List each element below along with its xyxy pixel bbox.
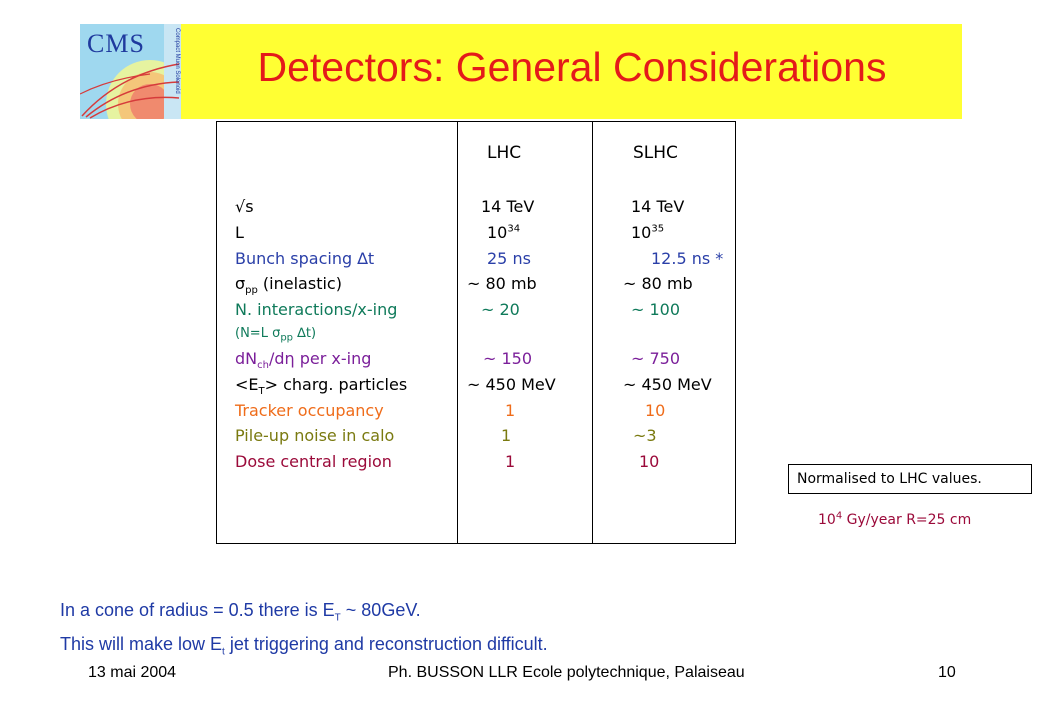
slhc-cell-value: ~ 80 mb bbox=[623, 274, 693, 293]
dose-note-rest: Gy/year R=25 cm bbox=[842, 512, 972, 528]
lhc-cell bbox=[505, 401, 515, 420]
label-tail: > charg. particles bbox=[264, 375, 408, 394]
lhc-cell-value: 10 bbox=[487, 223, 508, 242]
row-label bbox=[235, 274, 342, 297]
row-label bbox=[235, 452, 392, 471]
slhc-cell bbox=[631, 349, 680, 368]
body-line-2 bbox=[60, 634, 548, 658]
slhc-cell-value: ~3 bbox=[633, 426, 657, 445]
body-line-1-b: ~ 80GeV. bbox=[340, 600, 421, 620]
label-text: Pile-up noise in calo bbox=[235, 426, 395, 445]
dose-note-base: 10 bbox=[818, 512, 836, 528]
body-line-1-a: In a cone of radius = 0.5 there is E bbox=[60, 600, 335, 620]
label-text: L bbox=[235, 223, 244, 242]
label-subscript: pp bbox=[280, 332, 294, 344]
lhc-cell-value: 1 bbox=[501, 426, 512, 445]
lhc-cell-value: 1 bbox=[505, 401, 516, 420]
slhc-cell bbox=[639, 452, 659, 471]
lhc-cell bbox=[487, 249, 531, 268]
slhc-cell bbox=[645, 401, 665, 420]
row-label bbox=[235, 197, 254, 216]
comparison-table bbox=[216, 121, 736, 544]
slhc-cell bbox=[631, 223, 664, 242]
slhc-cell-value: ~ 750 bbox=[631, 349, 681, 368]
row-label bbox=[235, 249, 374, 268]
lhc-cell-value: ~ 450 MeV bbox=[467, 375, 556, 394]
lhc-cell-value: 25 ns bbox=[487, 249, 531, 268]
lhc-cell-value: 14 TeV bbox=[481, 197, 535, 216]
row-label bbox=[235, 300, 397, 319]
lhc-cell bbox=[501, 426, 511, 445]
sigma-symbol: σ bbox=[272, 326, 281, 341]
label-text: (N=L bbox=[235, 326, 273, 341]
slhc-cell bbox=[631, 197, 684, 216]
dose-note bbox=[818, 512, 971, 528]
column-divider-2 bbox=[592, 122, 593, 543]
slhc-cell-value: ~ 450 MeV bbox=[623, 375, 712, 394]
body-line-2-a: This will make low E bbox=[60, 634, 223, 654]
lhc-cell bbox=[487, 223, 520, 242]
header-slhc: SLHC bbox=[633, 143, 678, 163]
label-text: (inelastic) bbox=[257, 274, 342, 293]
row-label bbox=[235, 324, 316, 343]
label-text: Bunch spacing bbox=[235, 249, 358, 268]
row-label bbox=[235, 401, 384, 420]
slhc-cell-exponent: 35 bbox=[651, 223, 665, 235]
footer-author: Ph. BUSSON LLR Ecole polytechnique, Palaiseau bbox=[388, 664, 745, 681]
page-title: Detectors: General Considerations bbox=[257, 44, 887, 90]
header-lhc: LHC bbox=[487, 143, 522, 163]
footer-date: 13 mai 2004 bbox=[88, 664, 177, 681]
body-line-2-b: jet triggering and reconstruction difficult. bbox=[224, 634, 548, 654]
slhc-cell-value: ~ 100 bbox=[631, 300, 681, 319]
lhc-cell-value: 1 bbox=[505, 452, 516, 471]
lhc-cell-value: ~ 20 bbox=[481, 300, 520, 319]
row-label bbox=[235, 426, 394, 445]
label-text: Tracker occupancy bbox=[235, 401, 384, 420]
lhc-cell-exponent: 34 bbox=[507, 223, 521, 235]
delta-symbol: ∆t bbox=[357, 249, 375, 268]
logo-side-text: Compact Muon Solenoid bbox=[174, 28, 180, 94]
row-label bbox=[235, 223, 244, 242]
column-divider-1 bbox=[457, 122, 458, 543]
body-line-1 bbox=[60, 600, 421, 624]
label-text: √s bbox=[235, 197, 254, 216]
label-text: N. interactions/x-ing bbox=[235, 300, 398, 319]
label-text: Dose central region bbox=[235, 452, 392, 471]
lhc-cell bbox=[467, 375, 556, 394]
lhc-cell-value: ~ 80 mb bbox=[467, 274, 537, 293]
slhc-cell-value: 10 bbox=[645, 401, 666, 420]
slhc-cell bbox=[633, 426, 657, 445]
sigma-symbol: σ bbox=[235, 274, 246, 293]
label-text: <E bbox=[235, 375, 259, 394]
label-text: dN bbox=[235, 349, 258, 368]
row-label bbox=[235, 349, 372, 372]
lhc-cell-value: ~ 150 bbox=[483, 349, 533, 368]
footer-page-number: 10 bbox=[938, 664, 956, 681]
slhc-cell bbox=[623, 274, 693, 293]
slhc-cell bbox=[631, 300, 680, 319]
body-line-1-sub: T bbox=[334, 612, 341, 624]
slhc-cell-value: 12.5 ns * bbox=[651, 249, 724, 268]
label-tail: ∆t) bbox=[293, 326, 317, 341]
slhc-cell-value: 10 bbox=[639, 452, 660, 471]
lhc-cell bbox=[505, 452, 515, 471]
cms-logo bbox=[80, 24, 181, 119]
slhc-cell-value: 10 bbox=[631, 223, 652, 242]
lhc-cell bbox=[481, 300, 520, 319]
body-line-2-sub: t bbox=[222, 646, 225, 658]
lhc-cell bbox=[481, 197, 534, 216]
slhc-cell bbox=[623, 375, 712, 394]
lhc-cell bbox=[483, 349, 532, 368]
label-subscript: ch bbox=[257, 360, 269, 372]
label-tail: /dη per x-ing bbox=[268, 349, 372, 368]
lhc-cell bbox=[467, 274, 537, 293]
dose-note-exp: 4 bbox=[835, 510, 843, 522]
slhc-cell bbox=[651, 249, 723, 268]
row-label bbox=[235, 375, 408, 398]
label-subscript: pp bbox=[245, 285, 258, 297]
logo-text: CMS bbox=[87, 29, 145, 58]
normalised-note: Normalised to LHC values. bbox=[788, 464, 1032, 494]
label-subscript: T bbox=[258, 386, 265, 398]
slhc-cell-value: 14 TeV bbox=[631, 197, 685, 216]
